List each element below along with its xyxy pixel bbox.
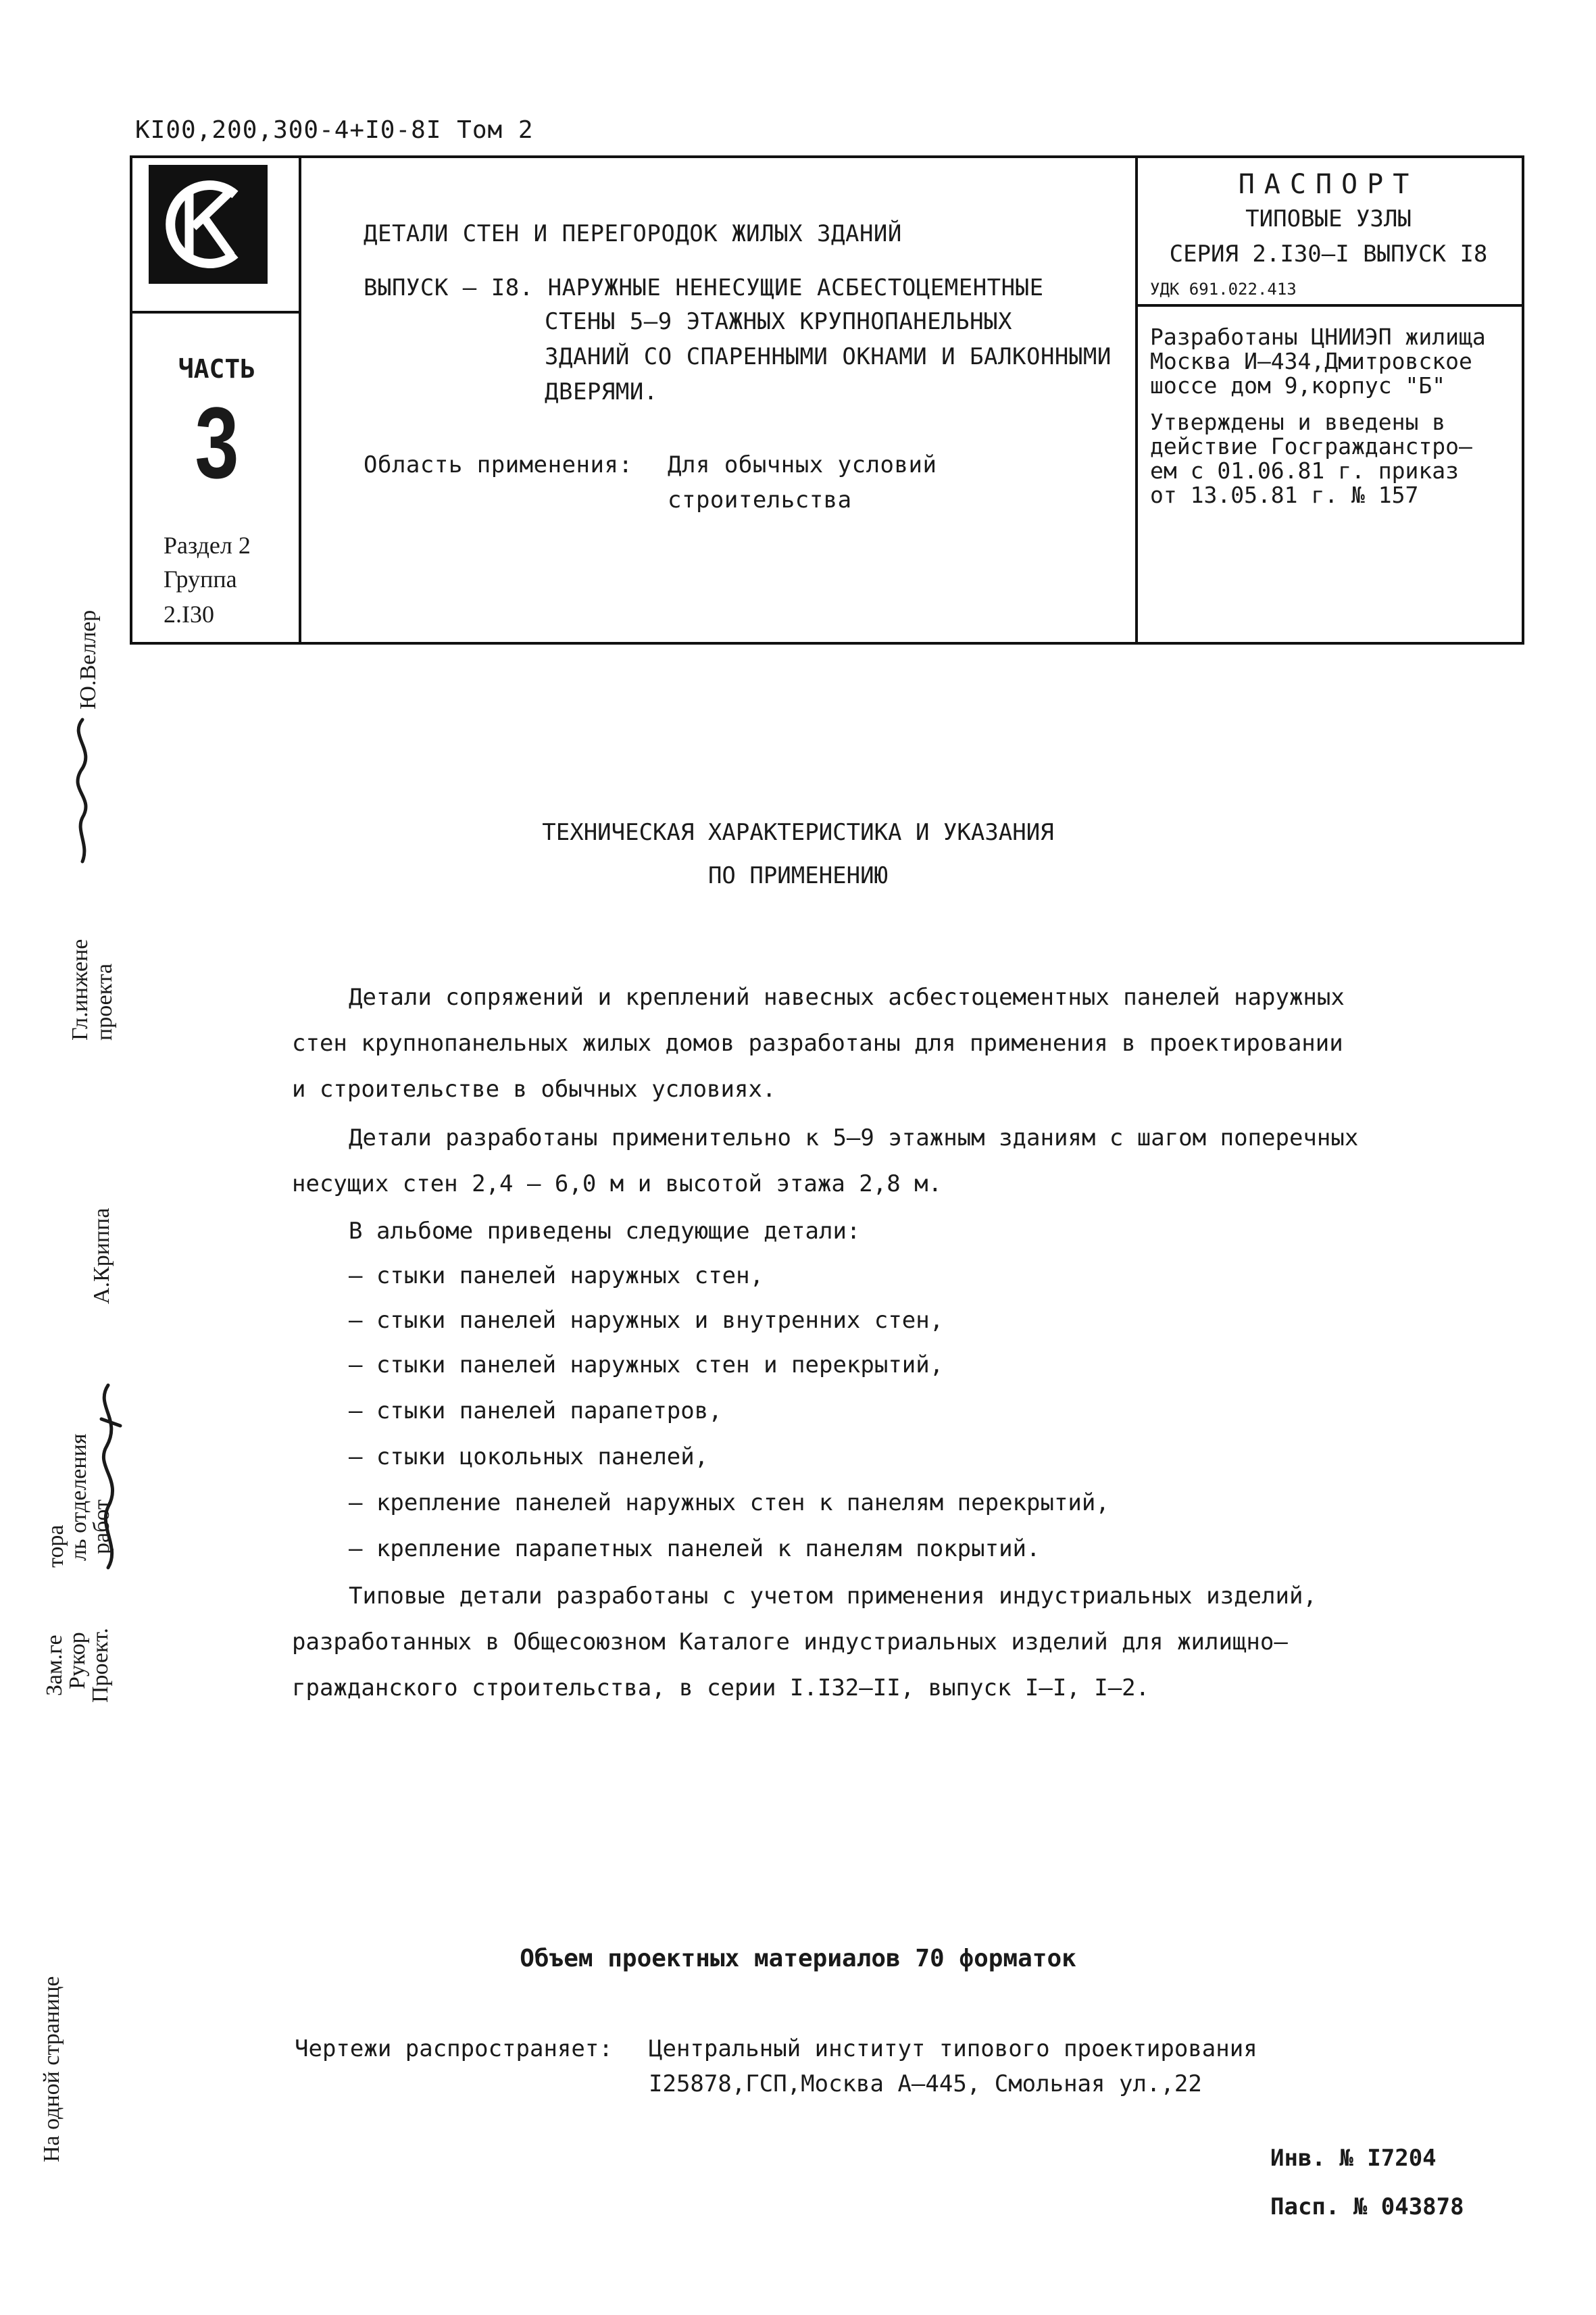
paragraph-3-line-1: Типовые детали разработаны с учетом применения индустриальных изделий, — [349, 1583, 1317, 1610]
scope-line-2: строительства — [668, 487, 852, 514]
margin-role-line-6: работ — [89, 1499, 114, 1554]
group-label: Группа — [164, 566, 237, 593]
divider-logo — [132, 311, 301, 314]
distributor-address: I25878,ГСП,Москва А–445, Смольная ул.,22 — [649, 2070, 1202, 2097]
divider-right — [1135, 158, 1138, 642]
issue-line-4: ДВЕРЯМИ. — [545, 378, 658, 405]
paragraph-2-line-2: несущих стен 2,4 – 6,0 м и высотой этажа 2,8 м. — [292, 1170, 943, 1197]
paragraph-3-line-3: гражданского строительства, в серии I.I32–II, выпуск I–I, I–2. — [292, 1674, 1150, 1701]
list-item: – крепление парапетных панелей к панелям покрытий. — [349, 1535, 1041, 1562]
approved-line-1: Утверждены и введены в — [1150, 409, 1446, 435]
section-heading-line-2: ПО ПРИМЕНЕНИЮ — [707, 862, 889, 889]
document-code: КI00,200,300-4+I0-8I Том 2 — [135, 116, 534, 144]
margin-signer-name-2: А.Криппа — [89, 1208, 114, 1304]
margin-signer-name-1: Ю.Веллер — [76, 609, 101, 710]
margin-bottom-note: На одной странице — [39, 1976, 64, 2162]
logo-mark-icon — [149, 165, 268, 284]
distributor-label: Чертежи распространяет: — [295, 2035, 613, 2062]
list-item: – стыки панелей парапетров, — [349, 1397, 722, 1424]
volume-note: Объем проектных материалов 70 форматок — [520, 1945, 1076, 1972]
passport-series: СЕРИЯ 2.I30–I ВЫПУСК I8 — [1169, 241, 1488, 268]
passport-heading: ПАСПОРТ — [1238, 169, 1419, 200]
developed-line-3: шоссе дом 9,корпус "Б" — [1150, 372, 1446, 399]
signature-mark — [62, 716, 103, 865]
list-item: – крепление панелей наружных стен к панелям перекрытий, — [349, 1489, 1109, 1516]
part-label: ЧАСТЬ — [178, 354, 256, 384]
list-item: – стыки цокольных панелей, — [349, 1443, 709, 1470]
signature-mark — [81, 1378, 135, 1574]
margin-role-line-3: Проект. — [88, 1628, 113, 1703]
developed-line-2: Москва И–434,Дмитровское — [1150, 348, 1472, 374]
udk-code: УДК 691.022.413 — [1150, 280, 1297, 299]
passport-number: Пасп. № 043878 — [1270, 2193, 1464, 2220]
paragraph-1-line-3: и строительстве в обычных условиях. — [292, 1076, 776, 1103]
divider-passport — [1135, 304, 1522, 307]
section-heading-line-1: ТЕХНИЧЕСКАЯ ХАРАКТЕРИСТИКА И УКАЗАНИЯ — [542, 819, 1054, 846]
list-item: – стыки панелей наружных стен и перекрытий, — [349, 1351, 944, 1378]
approved-line-2: действие Госгражданстро– — [1150, 433, 1472, 459]
developed-line-1: Разработаны ЦНИИЭП жилища — [1150, 324, 1486, 350]
paragraph-1-line-1: Детали сопряжений и креплений навесных асбестоцементных панелей наружных — [349, 984, 1345, 1011]
issue-line-1: ВЫПУСК – I8. НАРУЖНЫЕ НЕНЕСУЩИЕ АСБЕСТОЦЕМЕНТНЫЕ — [364, 274, 1044, 301]
margin-role-line-2: Рукор — [65, 1632, 90, 1689]
section-label: Раздел 2 — [164, 532, 251, 559]
margin-role-line-4: тора — [43, 1524, 68, 1568]
approved-line-4: от 13.05.81 г. № 157 — [1150, 482, 1419, 508]
passport-frame — [130, 155, 1524, 645]
approved-line-3: ем с 01.06.81 г. приказ — [1150, 457, 1459, 484]
margin-role-line-5: ль отделения — [66, 1433, 91, 1561]
inventory-number: Инв. № I7204 — [1270, 2145, 1437, 2172]
passport-subtitle: ТИПОВЫЕ УЗЛЫ — [1245, 205, 1412, 232]
margin-role-gip-1: Гл.инжене — [68, 939, 93, 1041]
issue-line-3: ЗДАНИЙ СО СПАРЕННЫМИ ОКНАМИ И БАЛКОННЫМИ — [545, 343, 1112, 370]
margin-role-line-1: Зам.ге — [42, 1635, 67, 1696]
paragraph-1-line-2: стен крупнопанельных жилых домов разработаны для применения в проектировании — [292, 1030, 1343, 1057]
part-number: 3 — [195, 386, 239, 499]
margin-role-gip-2: проекта — [92, 963, 117, 1041]
distributor-org: Центральный институт типового проектирования — [649, 2035, 1257, 2062]
list-intro: В альбоме приведены следующие детали: — [349, 1218, 861, 1245]
paragraph-2-line-1: Детали разработаны применительно к 5–9 этажным зданиям с шагом поперечных — [349, 1124, 1359, 1151]
logo — [149, 165, 268, 284]
list-item: – стыки панелей наружных стен, — [349, 1262, 764, 1289]
divider-left — [299, 158, 301, 642]
list-item: – стыки панелей наружных и внутренних стен, — [349, 1307, 944, 1334]
issue-line-2: СТЕНЫ 5–9 ЭТАЖНЫХ КРУПНОПАНЕЛЬНЫХ — [545, 308, 1013, 335]
scope-line-1: Для обычных условий — [668, 451, 937, 478]
paragraph-3-line-2: разработанных в Общесоюзном Каталоге индустриальных изделий для жилищно– — [292, 1628, 1288, 1656]
passport-title-main: ДЕТАЛИ СТЕН И ПЕРЕГОРОДОК ЖИЛЫХ ЗДАНИЙ — [364, 220, 902, 247]
scope-label: Область применения: — [364, 451, 633, 478]
group-code: 2.I30 — [164, 601, 214, 628]
